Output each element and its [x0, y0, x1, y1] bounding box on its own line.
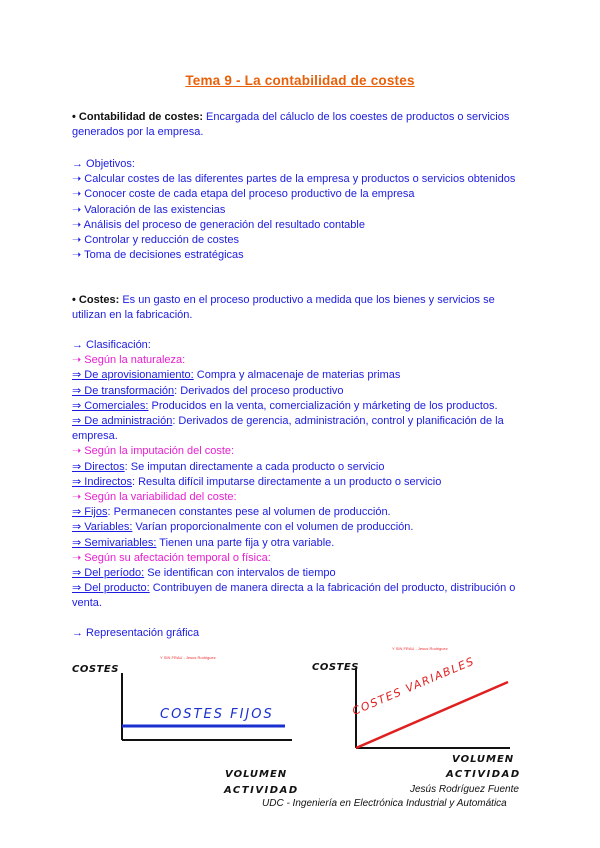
- list-item: ➝ Controlar y reducción de costes: [72, 234, 239, 247]
- list-item: ⇒ De administración: Derivados de gerencia, administración, control y planificación de la empresa.: [72, 415, 504, 443]
- list-item: ⇒ Directos: Se imputan directamente a cada producto o servicio: [72, 460, 385, 473]
- list-item: ⇒ De transformación: Derivados del proceso productivo: [72, 384, 344, 397]
- chart1-line-label: COSTES FIJOS: [160, 707, 274, 722]
- objetivos-section: [72, 157, 532, 263]
- representacion-heading: → Representación gráfica: [72, 627, 200, 639]
- arrow-icon: ➝: [72, 445, 85, 458]
- contabilidad-text: Encargada del cáluclo de los coestes de productos o servicios generados por la empresa.: [72, 111, 510, 139]
- costes-text: Es un gasto en el proceso productivo a medida que los bienes y servicios se utilizan en la fabricación.: [72, 294, 495, 322]
- subheading: ➝ Según la naturaleza:: [72, 354, 186, 367]
- list-item: ⇒ Del período: Se identifican con intervalos de tiempo: [72, 567, 336, 580]
- arrow-icon: ➝: [72, 491, 85, 504]
- list-item: ➝ Toma de decisiones estratégicas: [72, 249, 244, 262]
- arrow-icon: ➝: [72, 234, 85, 247]
- chart2-y-label: COSTES: [312, 662, 359, 673]
- clasificacion-section: [72, 338, 542, 612]
- arrow-icon: ➝: [72, 173, 85, 186]
- list-item: ⇒ Comerciales: Producidos en la venta, comercialización y márketing de los productos.: [72, 399, 498, 412]
- arrow-icon: ➝: [72, 218, 84, 231]
- arrow-icon: ➝: [72, 203, 85, 216]
- bullet: •: [72, 111, 76, 123]
- arrow-icon: ➝: [72, 188, 85, 201]
- contabilidad-term: Contabilidad de costes:: [78, 111, 203, 123]
- list-item: ⇒ Fijos: Permanecen constantes pese al volumen de producción.: [72, 506, 391, 519]
- arrow-icon: ➝: [72, 551, 85, 564]
- clasificacion-heading: → Clasificación:: [72, 339, 151, 351]
- chart2-stamp: Y SIN FRAU - Jesus Rodriguez: [392, 646, 448, 651]
- subheading: ➝ Según la imputación del coste:: [72, 445, 235, 458]
- chart2-x-label-2: ACTIVIDAD: [446, 769, 521, 780]
- list-item: ➝ Análisis del proceso de generación del resultado contable: [72, 218, 365, 231]
- contabilidad-definition: [72, 110, 527, 140]
- chart2-line-label: COSTES VARIABLES: [350, 654, 477, 718]
- footer-school: UDC - Ingeniería en Electrónica Industrial y Automática: [262, 798, 507, 809]
- list-item: ⇒ Variables: Varían proporcionalmente con el volumen de producción.: [72, 521, 414, 534]
- subheading: ➝ Según su afectación temporal o física:: [72, 551, 271, 564]
- list-item: ➝ Conocer coste de cada etapa del proceso productivo de la empresa: [72, 188, 415, 201]
- list-item: ⇒ De aprovisionamiento: Compra y almacenaje de materias primas: [72, 369, 401, 382]
- list-item: ⇒ Indirectos: Resulta difícil imputarse directamente a un producto o servicio: [72, 475, 442, 488]
- list-item: ➝ Calcular costes de las diferentes partes de la empresa y productos o servicios obtenidos: [72, 173, 516, 186]
- list-item: ⇒ Del producto: Contribuyen de manera directa a la fabricación del producto, distribución o venta.: [72, 582, 516, 610]
- chart1-stamp: Y SIN FRAU - Jesus Rodriguez: [160, 655, 216, 660]
- arrow-icon: ➝: [72, 249, 85, 262]
- subheading: ➝ Según la variabilidad del coste:: [72, 491, 237, 504]
- page-title: Tema 9 - La contabilidad de costes: [185, 73, 415, 88]
- objetivos-heading: → Objetivos:: [72, 158, 135, 170]
- bullet: •: [72, 294, 76, 306]
- chart1-x-label-2: ACTIVIDAD: [224, 785, 299, 796]
- costes-term: Costes:: [78, 294, 120, 306]
- footer-author: Jesús Rodríguez Fuente: [410, 784, 519, 795]
- list-item: ⇒ Semivariables: Tienen una parte fija y otra variable.: [72, 536, 335, 549]
- arrow-icon: ➝: [72, 354, 85, 367]
- chart1-x-label: VOLUMEN: [225, 769, 288, 780]
- chart2-x-label: VOLUMEN: [452, 754, 515, 765]
- list-item: ➝ Valoración de las existencias: [72, 203, 226, 216]
- chart1-y-label: COSTES: [72, 664, 119, 675]
- costes-definition: [72, 293, 522, 323]
